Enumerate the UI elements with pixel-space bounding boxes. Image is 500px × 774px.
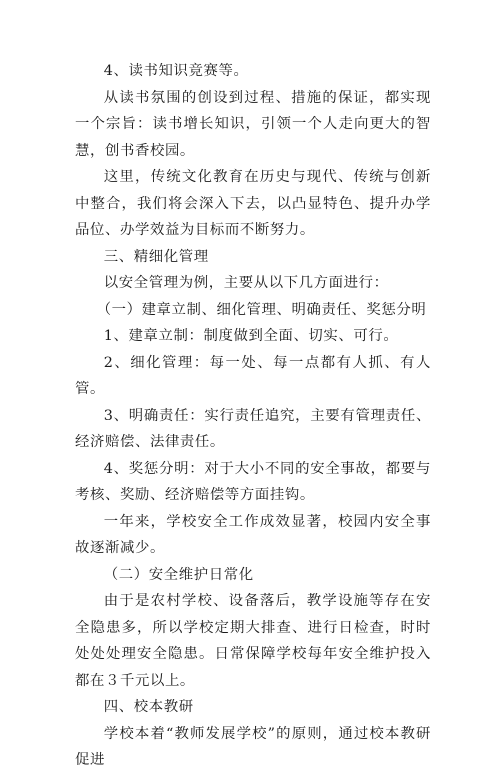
list-item: 2、细化管理：每一处、每一点都有人抓、有人管。 — [75, 354, 431, 397]
list-item: 1、建章立制：制度做到全面、切实、可行。 — [103, 328, 399, 344]
list-item: 4、奖惩分明：对于大小不同的安全事故，都要与考核、奖励、经济赔偿等方面挂钩。 — [75, 460, 431, 503]
paragraph: 4、读书知识竞赛等。 — [103, 63, 249, 79]
subsection-heading: （二）安全维护日常化 — [103, 566, 254, 583]
paragraph: 一年来，学校安全工作成效显著，校园内安全事故逐渐减少。 — [75, 513, 431, 556]
document-body — [75, 58, 431, 774]
section-heading: 四、校本教研 — [103, 699, 194, 715]
paragraph: 以安全管理为例，主要从以下几方面进行： — [103, 275, 389, 291]
paragraph: 从读书氛围的创设到过程、措施的保证，都实现一个宗旨：读书增长知识，引领一个人走向更大的智慧，创书香校园。 — [75, 89, 431, 159]
section-heading: 三、精细化管理 — [103, 248, 209, 265]
paragraph: 由于是农村学校、设备落后，教学设施等存在安全隐患多，所以学校定期大排查、进行日检查，时时处处处理安全隐患。日常保障学校每年安全维护投入都在３千元以上。 — [75, 593, 431, 689]
list-item: 3、明确责任：实行责任追究，主要有管理责任、经济赔偿、法律责任。 — [75, 407, 431, 450]
subsection-heading: （一）建章立制、细化管理、明确责任、奖惩分明 — [96, 301, 427, 318]
paragraph: 学校本着“教师发展学校”的原则，通过校本教研促进 — [75, 725, 431, 768]
paragraph: 这里，传统文化教育在历史与现代、传统与创新中整合，我们将会深入下去，以凸显特色、提升办学品位、办学效益为目标而不断努力。 — [75, 169, 431, 238]
